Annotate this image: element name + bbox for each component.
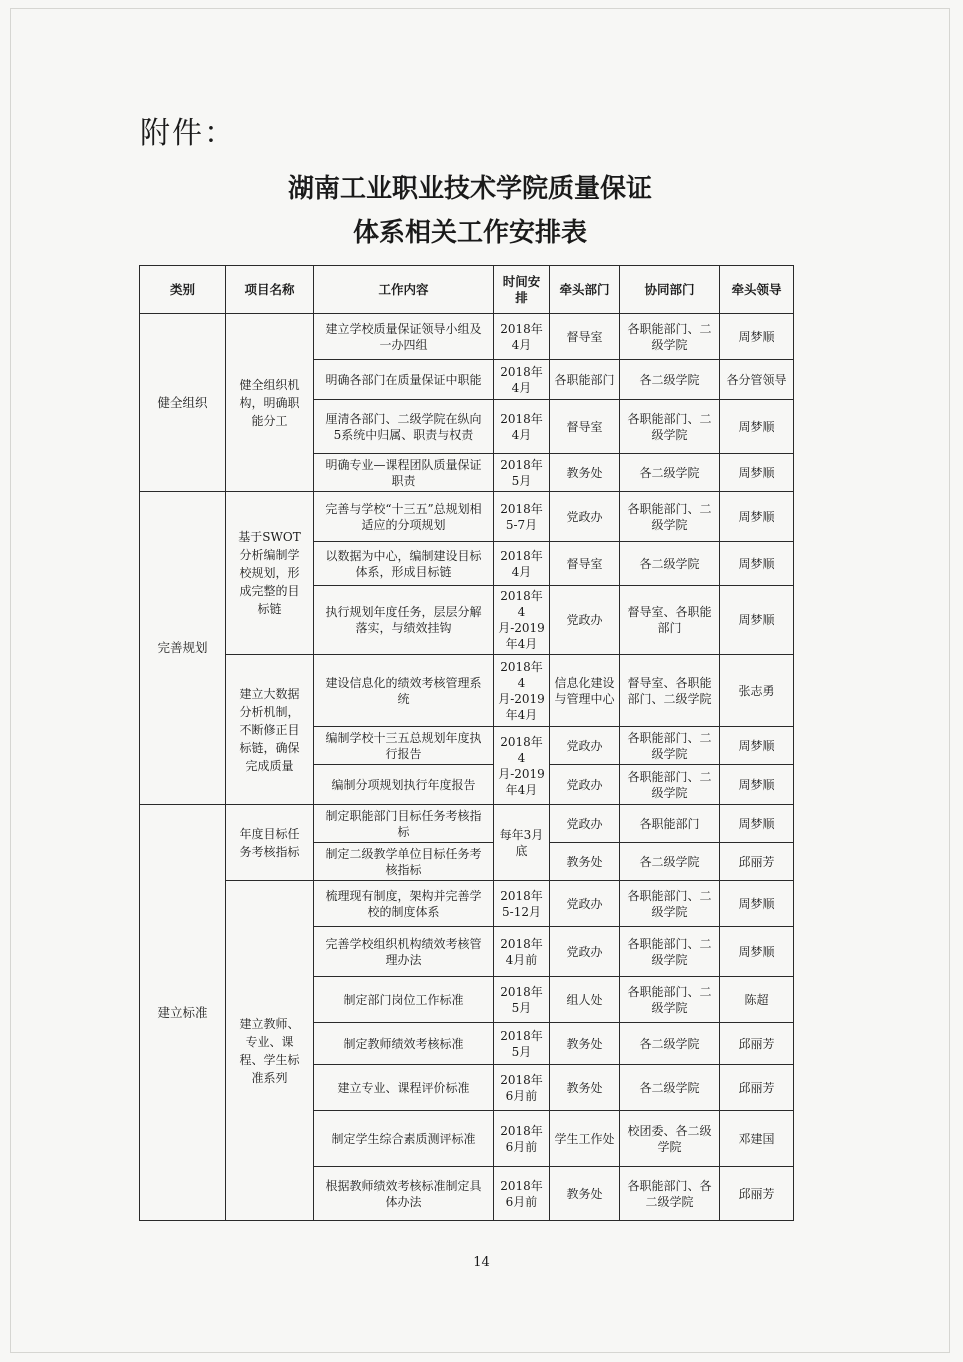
content-cell: 明确专业—课程团队质量保证职责	[314, 454, 494, 492]
lead-dept-cell: 督导室	[550, 400, 620, 454]
content-cell: 编制分项规划执行年度报告	[314, 765, 494, 805]
content-cell: 建设信息化的绩效考核管理系统	[314, 655, 494, 727]
lead-leader-cell: 周梦顺	[720, 492, 794, 542]
col-header-coop-dept: 协同部门	[620, 266, 720, 314]
lead-leader-cell: 陈超	[720, 977, 794, 1023]
content-cell: 执行规划年度任务，层层分解落实，与绩效挂钩	[314, 586, 494, 655]
lead-dept-cell: 学生工作处	[550, 1111, 620, 1167]
time-cell: 2018年4月-2019年4月	[494, 727, 550, 805]
lead-leader-cell: 邓建国	[720, 1111, 794, 1167]
content-cell: 建立学校质量保证领导小组及一办四组	[314, 314, 494, 360]
lead-dept-cell: 督导室	[550, 314, 620, 360]
col-header-project: 项目名称	[226, 266, 314, 314]
project-cell: 健全组织机构，明确职能分工	[226, 314, 314, 492]
lead-leader-cell: 周梦顺	[720, 927, 794, 977]
category-cell: 健全组织	[140, 314, 226, 492]
content-cell: 完善与学校“十三五”总规划相适应的分项规划	[314, 492, 494, 542]
table-row	[140, 881, 794, 927]
lead-dept-cell: 党政办	[550, 765, 620, 805]
time-cell: 2018年4月-2019年4月	[494, 586, 550, 655]
content-cell: 编制学校十三五总规划年度执行报告	[314, 727, 494, 765]
lead-dept-cell: 教务处	[550, 454, 620, 492]
coop-dept-cell: 各职能部门、二级学院	[620, 765, 720, 805]
lead-dept-cell: 教务处	[550, 843, 620, 881]
lead-dept-cell: 信息化建设与管理中心	[550, 655, 620, 727]
time-cell: 2018年6月前	[494, 1167, 550, 1221]
content-cell: 根据教师绩效考核标准制定具体办法	[314, 1167, 494, 1221]
time-cell: 2018年4月	[494, 314, 550, 360]
time-cell: 每年3月底	[494, 805, 550, 881]
attachment-label: 附件：	[140, 116, 236, 151]
lead-dept-cell: 教务处	[550, 1167, 620, 1221]
lead-leader-cell: 周梦顺	[720, 454, 794, 492]
coop-dept-cell: 各职能部门、二级学院	[620, 977, 720, 1023]
coop-dept-cell: 督导室、各职能部门、二级学院	[620, 655, 720, 727]
lead-dept-cell: 教务处	[550, 1065, 620, 1111]
coop-dept-cell: 各职能部门、二级学院	[620, 492, 720, 542]
coop-dept-cell: 各职能部门、二级学院	[620, 927, 720, 977]
coop-dept-cell: 各职能部门、各二级学院	[620, 1167, 720, 1221]
coop-dept-cell: 校团委、各二级学院	[620, 1111, 720, 1167]
col-header-time: 时间安排	[494, 266, 550, 314]
table-row	[140, 805, 794, 843]
coop-dept-cell: 各二级学院	[620, 843, 720, 881]
content-cell: 制定部门岗位工作标准	[314, 977, 494, 1023]
lead-leader-cell: 张志勇	[720, 655, 794, 727]
coop-dept-cell: 各二级学院	[620, 1065, 720, 1111]
content-cell: 完善学校组织机构绩效考核管理办法	[314, 927, 494, 977]
lead-leader-cell: 周梦顺	[720, 542, 794, 586]
lead-leader-cell: 周梦顺	[720, 314, 794, 360]
content-cell: 厘清各部门、二级学院在纵向5系统中归属、职责与权责	[314, 400, 494, 454]
time-cell: 2018年4月-2019年4月	[494, 655, 550, 727]
table-row	[140, 314, 794, 360]
lead-dept-cell: 督导室	[550, 542, 620, 586]
category-cell: 完善规划	[140, 492, 226, 805]
time-cell: 2018年4月前	[494, 927, 550, 977]
project-cell: 基于SWOT分析编制学校规划，形成完整的目标链	[226, 492, 314, 655]
content-cell: 制定学生综合素质测评标准	[314, 1111, 494, 1167]
content-cell: 以数据为中心，编制建设目标体系，形成目标链	[314, 542, 494, 586]
page-number: 14	[473, 1255, 490, 1270]
lead-leader-cell: 邱丽芳	[720, 843, 794, 881]
lead-dept-cell: 党政办	[550, 492, 620, 542]
content-cell: 明确各部门在质量保证中职能	[314, 360, 494, 400]
table-row	[140, 655, 794, 727]
coop-dept-cell: 各职能部门、二级学院	[620, 881, 720, 927]
coop-dept-cell: 各职能部门、二级学院	[620, 400, 720, 454]
lead-leader-cell: 周梦顺	[720, 586, 794, 655]
col-header-content: 工作内容	[314, 266, 494, 314]
coop-dept-cell: 各二级学院	[620, 360, 720, 400]
lead-dept-cell: 党政办	[550, 927, 620, 977]
lead-dept-cell: 各职能部门	[550, 360, 620, 400]
page-title-line2: 体系相关工作安排表	[352, 218, 587, 248]
work-schedule-table	[139, 265, 794, 1221]
table-header-row	[140, 266, 794, 314]
lead-leader-cell: 周梦顺	[720, 881, 794, 927]
coop-dept-cell: 各职能部门	[620, 805, 720, 843]
time-cell: 2018年5月	[494, 977, 550, 1023]
project-cell: 年度目标任务考核指标	[226, 805, 314, 881]
lead-leader-cell: 周梦顺	[720, 805, 794, 843]
lead-leader-cell: 周梦顺	[720, 765, 794, 805]
coop-dept-cell: 各职能部门、二级学院	[620, 727, 720, 765]
category-cell: 建立标准	[140, 805, 226, 1221]
lead-dept-cell: 党政办	[550, 805, 620, 843]
content-cell: 梳理现有制度，架构并完善学校的制度体系	[314, 881, 494, 927]
time-cell: 2018年5月	[494, 454, 550, 492]
coop-dept-cell: 各二级学院	[620, 1023, 720, 1065]
lead-dept-cell: 组人处	[550, 977, 620, 1023]
content-cell: 制定教师绩效考核标准	[314, 1023, 494, 1065]
col-header-lead-leader: 牵头领导	[720, 266, 794, 314]
content-cell: 建立专业、课程评价标准	[314, 1065, 494, 1111]
time-cell: 2018年4月	[494, 400, 550, 454]
lead-dept-cell: 党政办	[550, 727, 620, 765]
coop-dept-cell: 各二级学院	[620, 454, 720, 492]
time-cell: 2018年5-7月	[494, 492, 550, 542]
coop-dept-cell: 各职能部门、二级学院	[620, 314, 720, 360]
lead-leader-cell: 邱丽芳	[720, 1023, 794, 1065]
lead-leader-cell: 邱丽芳	[720, 1065, 794, 1111]
coop-dept-cell: 督导室、各职能部门	[620, 586, 720, 655]
time-cell: 2018年5-12月	[494, 881, 550, 927]
lead-leader-cell: 各分管领导	[720, 360, 794, 400]
project-cell: 建立教师、专业、课程、学生标准系列	[226, 881, 314, 1221]
lead-leader-cell: 周梦顺	[720, 400, 794, 454]
coop-dept-cell: 各二级学院	[620, 542, 720, 586]
content-cell: 制定职能部门目标任务考核指标	[314, 805, 494, 843]
lead-dept-cell: 教务处	[550, 1023, 620, 1065]
time-cell: 2018年4月	[494, 360, 550, 400]
lead-dept-cell: 党政办	[550, 586, 620, 655]
time-cell: 2018年4月	[494, 542, 550, 586]
col-header-category: 类别	[140, 266, 226, 314]
page-title-line1: 湖南工业职业技术学院质量保证	[287, 174, 652, 204]
col-header-lead-dept: 牵头部门	[550, 266, 620, 314]
content-cell: 制定二级教学单位目标任务考核指标	[314, 843, 494, 881]
time-cell: 2018年5月	[494, 1023, 550, 1065]
lead-leader-cell: 周梦顺	[720, 727, 794, 765]
lead-leader-cell: 邱丽芳	[720, 1167, 794, 1221]
project-cell: 建立大数据分析机制，不断修正目标链，确保完成质量	[226, 655, 314, 805]
lead-dept-cell: 党政办	[550, 881, 620, 927]
time-cell: 2018年6月前	[494, 1111, 550, 1167]
time-cell: 2018年6月前	[494, 1065, 550, 1111]
table-row	[140, 492, 794, 542]
